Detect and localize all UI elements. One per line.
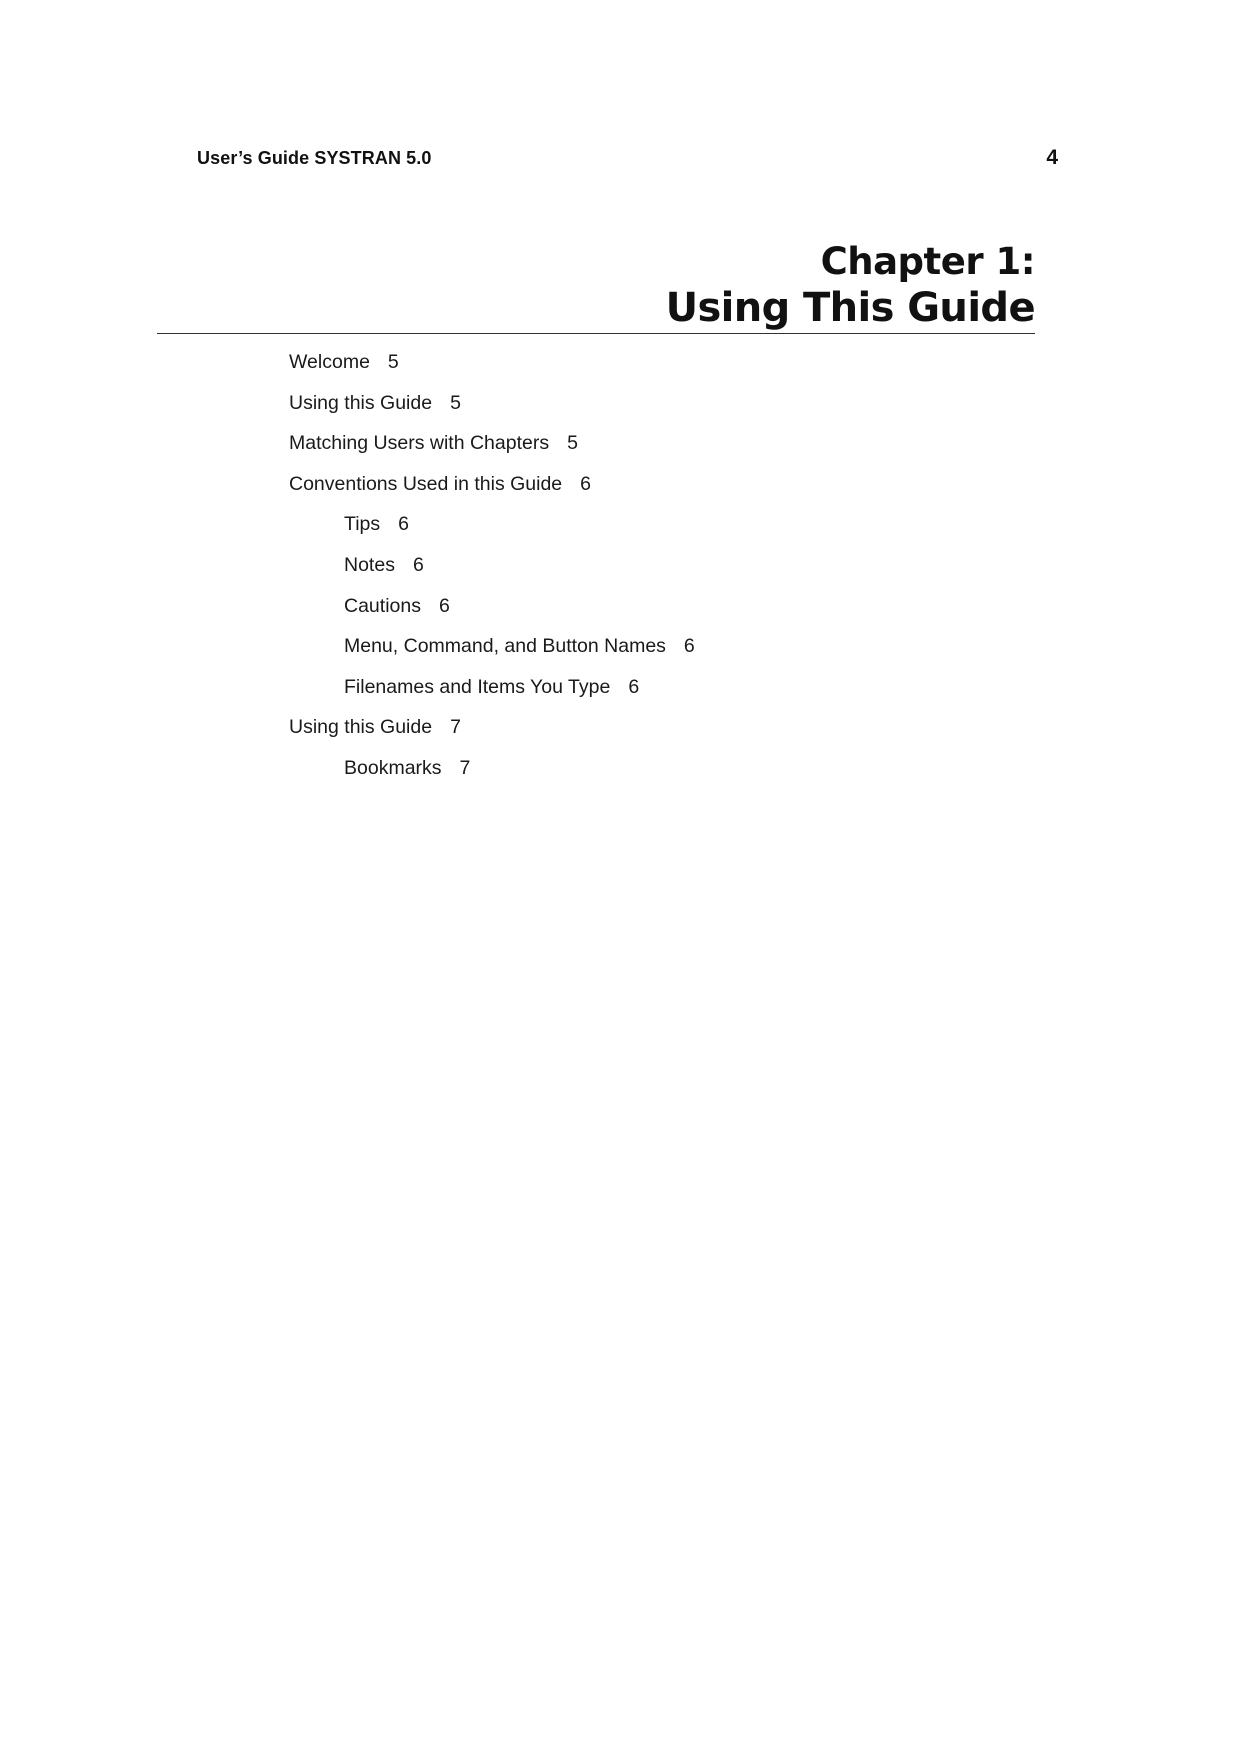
toc-entry-title: Matching Users with Chapters <box>289 432 550 455</box>
toc-entry-page: 5 <box>387 351 399 373</box>
chapter-title: Using This Guide <box>665 285 1035 331</box>
chapter-label: Chapter 1: <box>820 240 1035 283</box>
toc-entry-title: Using this Guide <box>289 391 433 414</box>
toc-entry[interactable] <box>289 713 695 754</box>
page-number: 4 <box>1046 146 1058 169</box>
toc-entry-title: Cautions <box>344 594 421 617</box>
toc-entry-title: Bookmarks <box>344 756 442 779</box>
toc-subentry[interactable] <box>289 510 695 551</box>
toc-subentry[interactable] <box>289 551 695 592</box>
toc-entry-page: 6 <box>412 553 424 576</box>
toc-subentry[interactable] <box>289 632 695 673</box>
running-header: User’s Guide SYSTRAN 5.0 <box>197 148 432 168</box>
toc-subentry[interactable] <box>289 754 695 795</box>
toc-entry-title: Using this Guide <box>289 716 433 739</box>
toc-entry-page: 6 <box>628 675 640 698</box>
toc-entry-title: Filenames and Items You Type <box>344 675 611 698</box>
toc-subentry[interactable] <box>289 673 695 714</box>
toc-entry-page: 6 <box>580 472 592 495</box>
toc-entry-title: Tips <box>344 513 381 536</box>
toc-entry-title: Conventions Used in this Guide <box>289 472 563 495</box>
toc-entry-page: 7 <box>450 716 461 739</box>
toc-entry-page: 6 <box>438 594 450 617</box>
toc-entry-title: Welcome <box>289 351 370 373</box>
toc-entry-title: Menu, Command, and Button Names <box>344 635 666 658</box>
toc-entry-page: 7 <box>459 756 471 779</box>
toc-entry-page: 5 <box>450 391 461 414</box>
toc-entry-page: 6 <box>398 513 409 536</box>
toc-entry[interactable] <box>289 389 695 430</box>
toc-entry[interactable] <box>289 429 695 470</box>
chapter-heading <box>666 240 1035 332</box>
table-of-contents <box>289 348 695 795</box>
toc-entry[interactable] <box>289 348 695 389</box>
toc-entry-title: Notes <box>344 553 395 576</box>
toc-entry-page: 6 <box>683 635 695 658</box>
toc-subentry[interactable] <box>289 592 695 633</box>
toc-entry[interactable] <box>289 470 695 511</box>
chapter-divider <box>157 333 1035 334</box>
toc-entry-page: 5 <box>567 432 578 455</box>
